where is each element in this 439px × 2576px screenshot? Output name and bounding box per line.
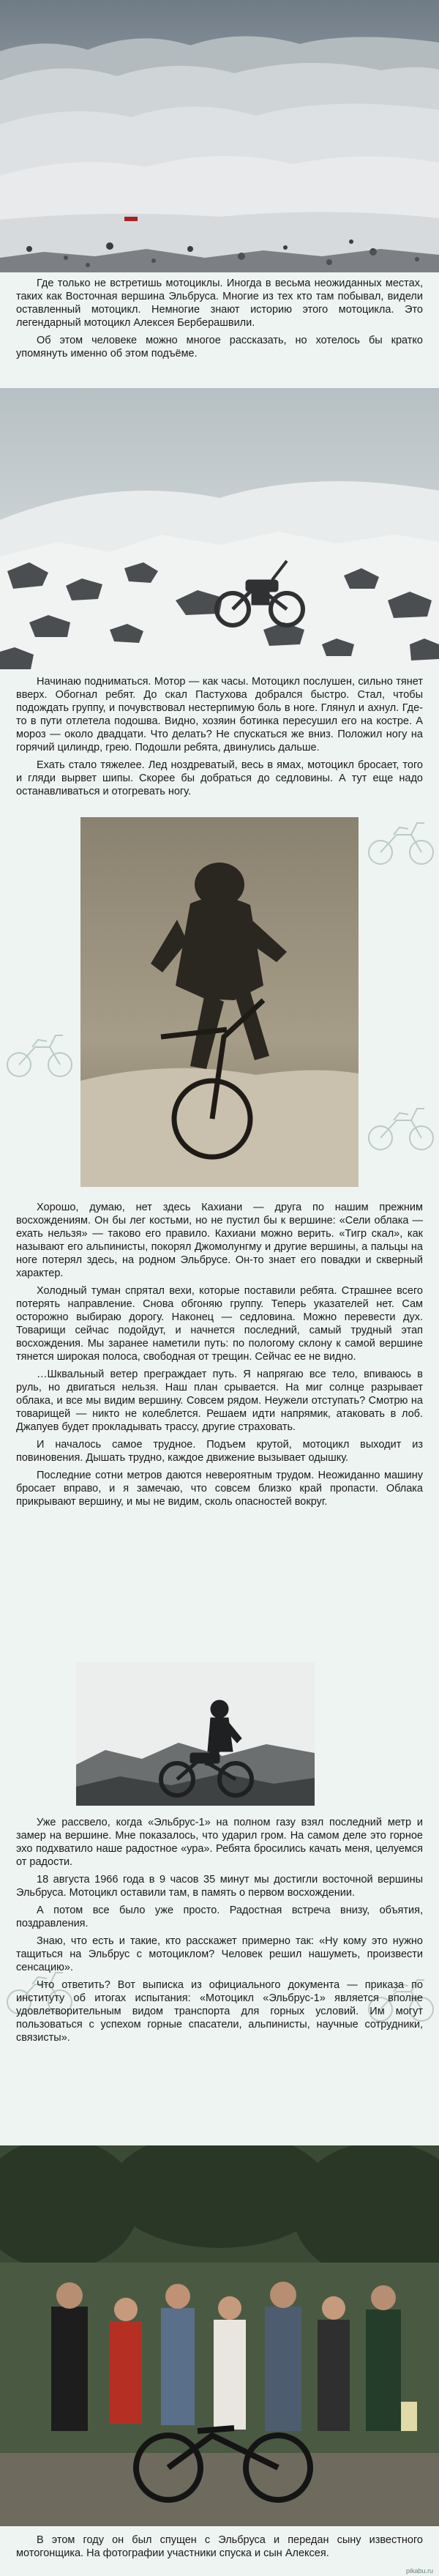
watermark: pikabu.ru bbox=[405, 2567, 433, 2575]
intro-text bbox=[16, 277, 423, 365]
paragraph-kakhiani: Хорошо, думаю, нет здесь Кахиани — друга по нашим прежним восхождениям. Он бы лег костьми, но не пустил бы к вершине: «Сели облака — ехать нельзя» — таково его правило. Кахиани можно верить. «Тигр скал», как называют его альпинисты, покорял Джомолунгму и другие вершины, а пальцы на ноге потерял здесь, на родном Эльбрусе. Он-то знает его повадки и скверный характер. bbox=[16, 1202, 423, 1279]
motorcycle-sketch-icon bbox=[4, 1025, 75, 1081]
photo-motorcycle-slope bbox=[0, 388, 439, 669]
paragraph-climb-start: Начинаю подниматься. Мотор — как часы. Мотоцикл послушен, сильно тянет вверх. Обогнал ребят. До скал Пастухова добрался быстро. Стал, чтобы подождать группу, и почувствовал нестерпимую боль в ноге. Глянул и ахнул. Где-то в пути отлетела подошва. Видно, хозяин ботинка пересушил его на костре. А мороз — около двадцати. Что делать? Не спускаться же вниз. Положил ногу на горячий цилиндр, грею. Подошли ребята, двинулись дальше. bbox=[16, 676, 423, 753]
paragraph-date: 18 августа 1966 года в 9 часов 35 минут мы достигли восточной вершины Эльбруса. Мотоцикл оставили там, в память о первом восхождении. bbox=[16, 1874, 423, 1899]
paragraph-wind: …Шквальный ветер преграждает путь. Я напрягаю все тело, впиваюсь в руль, но двигаться нельзя. Наш план срывается. На миг солнце разрывает облака, и все мы видим вершину. Совсем рядом. Неужели отступать? Смотрю на товарищей — никто не колеблется. Решаем идти напрямик, атаковать в лоб. Джапуев будет прокладывать трассу, другие страховать. bbox=[16, 1369, 423, 1433]
photo-elbrus-clouds bbox=[0, 0, 439, 272]
paragraph-after: А потом все было уже просто. Радостная встреча внизу, объятия, поздравления. bbox=[16, 1905, 423, 1929]
caption-text bbox=[16, 2534, 423, 2564]
paragraph-intro: Где только не встретишь мотоциклы. Иногда в весьма неожиданных местах, таких как Восточная вершина Эльбруса. Многие из тех кто там побывал, видели оставленный мотоцикл. Немногие знают историю этого мотоцикла. Это легендарный мотоцикл Алексея Берберашвили. bbox=[16, 278, 423, 329]
paragraph-document: Что ответить? Вот выписка из официального документа — приказа по институту об итогах испытания: «Мотоцикл «Эльбрус-1» является вполне удовлетворительным видом транспорта для горных условий. Им могут пользоваться с успехом горные спасатели, альпинисты, научные сотрудники, связисты». bbox=[16, 1979, 423, 2044]
photo-rider-summit bbox=[76, 1662, 315, 1806]
paragraph-fog: Холодный туман спрятал вехи, которые поставили ребята. Страшнее всего потерять направление. Снова обгоняю группу. Теперь указателей нет. Сам осторожно выбираю дорогу. Наконец — седловина. Можно перевести дух. Товарищи сейчас подойдут, и начнется последний, самый трудный этап восхождения. Мы заранее наметили путь: по пологому склону к самой вершине тянется широкая полоса, свободная от трещин. Сейчас ее не видно. bbox=[16, 1285, 423, 1363]
summit-text bbox=[16, 1201, 423, 1513]
motorcycle-sketch-icon bbox=[366, 1098, 436, 1154]
paragraph-hardest: И началось самое трудное. Подъем крутой, мотоцикл выходит из повиновения. Дышать трудно, каждое движение вызывает одышку. bbox=[16, 1439, 423, 1464]
paragraph-critics: Знаю, что есть и такие, кто расскажет примерно так: «Ну кому это нужно тащиться на Эльбрус с мотоциклом? Человек решил нашуметь, произвести сенсацию». bbox=[16, 1935, 423, 1973]
paragraph-climb-harder: Ехать стало тяжелее. Лед ноздреватый, весь в ямах, мотоцикл бросает, того и гляди вырвет шипы. Скорее бы добраться до седловины. А тут еще надо останавливаться и отогревать ногу. bbox=[16, 759, 423, 797]
paragraph-caption: В этом году он был спущен с Эльбруса и передан сыну известного мотогонщика. На фотографии участники спуска и сын Алексея. bbox=[16, 2534, 423, 2559]
motorcycle-sketch-icon bbox=[366, 813, 436, 868]
paragraph-last-meters: Последние сотни метров даются невероятным трудом. Неожиданно машину бросает вправо, и я замечаю, что совсем близко край пропасти. Облака прикрывают вершину, и мы не видим, сколь опасностей вокруг. bbox=[16, 1470, 423, 1508]
photo-group bbox=[0, 2145, 439, 2526]
climb-text bbox=[16, 675, 423, 803]
paragraph-intro-2: Об этом человеке можно многое рассказать, но хотелось бы кратко упомянуть именно об этом подъёме. bbox=[16, 335, 423, 360]
photo-rider-sepia bbox=[80, 817, 359, 1187]
ending-text bbox=[16, 1816, 423, 2049]
paragraph-dawn: Уже рассвело, когда «Эльбрус-1» на полном газу взял последний метр и замер на вершине. Мне показалось, что ударил гром. На самом деле это горное эхо подхватило наше радостное «ура». Ребята бросились качать меня, целуемся от радости. bbox=[16, 1817, 423, 1868]
